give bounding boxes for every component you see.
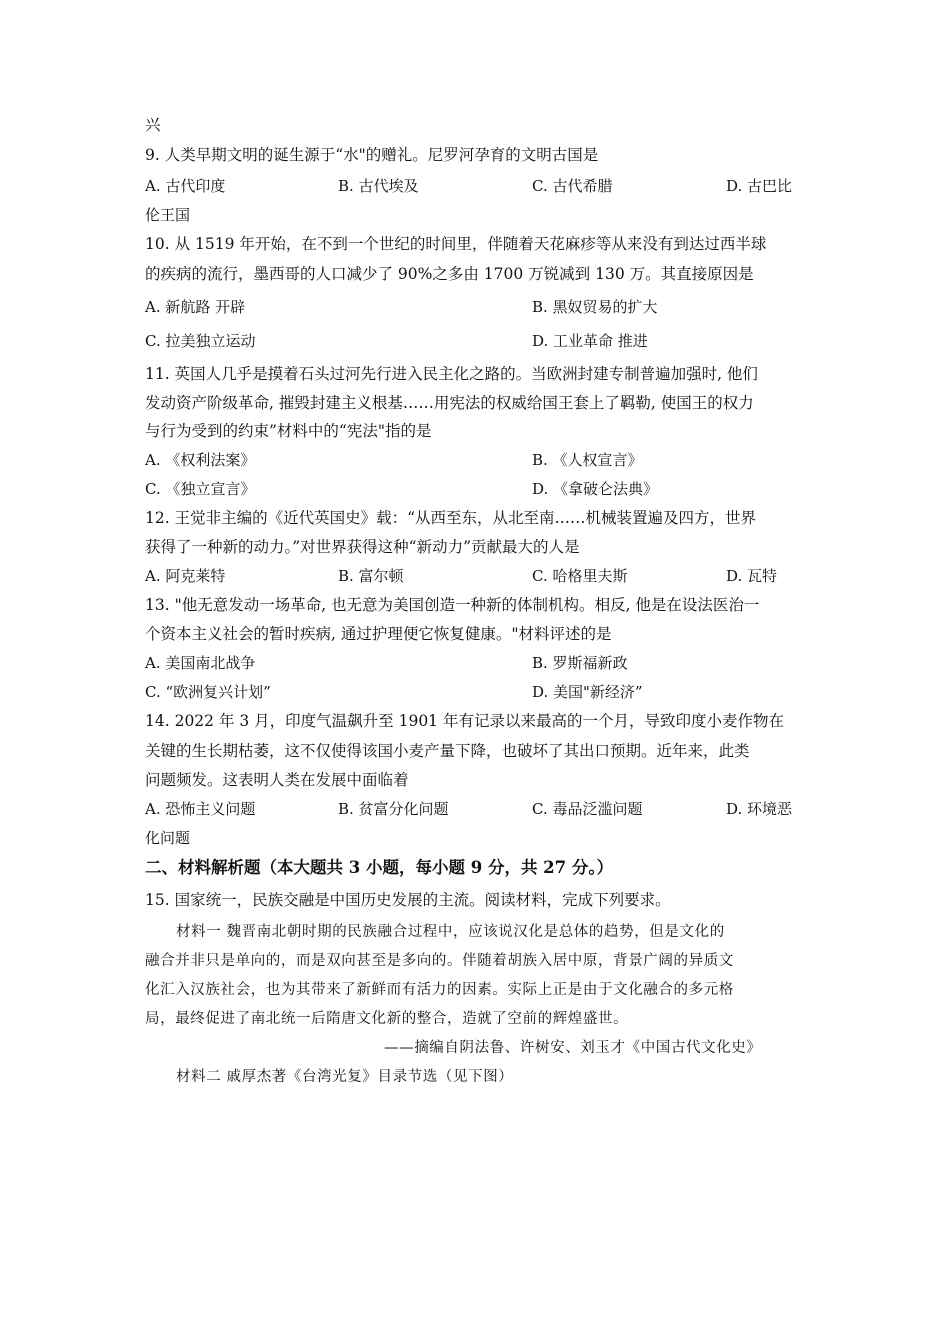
question-11-option-d[interactable]: D. 《拿破仑法典》 <box>532 480 659 498</box>
question-13-option-b[interactable]: B. 罗斯福新政 <box>532 654 628 672</box>
question-10-stem-line-2: 的疾病的流行，墨西哥的人口减少了 90%之多由 1700 万锐减到 130 万。其直接原因是 <box>145 265 754 283</box>
question-11-stem-line-2: 发动资产阶级革命, 摧毁封建主义根基……用宪法的权威给国王套上了羁勒, 使国王的权力 <box>145 394 754 412</box>
material-1-line-2: 融合并非只是单向的，而是双向甚至是多向的。伴随着胡族入居中原，背景广阔的异质文 <box>145 953 734 969</box>
question-12-stem-line-2: 获得了一种新的动力。”对世界获得这种“新动力”贡献最大的人是 <box>145 538 580 556</box>
question-14-option-d[interactable]: D. 环境恶 <box>726 800 793 818</box>
question-13-option-d[interactable]: D. 美国"新经济” <box>532 683 643 701</box>
question-11-option-c[interactable]: C. 《独立宣言》 <box>145 480 256 498</box>
question-11-stem-line-1: 11. 英国人几乎是摸着石头过河先行进入民主化之路的。当欧洲封建专制普遍加强时, 他们 <box>145 365 758 383</box>
question-13-option-c[interactable]: C. “欧洲复兴计划” <box>145 683 271 701</box>
question-12-option-a[interactable]: A. 阿克莱特 <box>145 567 226 585</box>
material-1-line-1: 材料一 魏晋南北朝时期的民族融合过程中，应该说汉化是总体的趋势，但是文化的 <box>176 924 725 940</box>
question-14-option-c[interactable]: C. 毒品泛滥问题 <box>532 800 643 818</box>
question-12-option-c[interactable]: C. 哈格里夫斯 <box>532 567 628 585</box>
question-11-option-a[interactable]: A. 《权利法案》 <box>145 451 256 469</box>
question-11-stem-line-3: 与行为受到的约束”材料中的“宪法"指的是 <box>145 422 432 440</box>
question-14-option-b[interactable]: B. 贫富分化问题 <box>338 800 449 818</box>
question-10-option-a[interactable]: A. 新航路 开辟 <box>145 298 246 316</box>
question-10-option-b[interactable]: B. 黑奴贸易的扩大 <box>532 298 658 316</box>
question-15-stem: 15. 国家统一，民族交融是中国历史发展的主流。阅读材料，完成下列要求。 <box>145 891 671 909</box>
section-2-heading: 二、材料解析题（本大题共 3 小题，每小题 9 分，共 27 分。） <box>145 858 614 877</box>
question-9-option-d-continued: 伦王国 <box>145 206 191 224</box>
question-9-option-d[interactable]: D. 古巴比 <box>726 177 793 195</box>
question-10-option-c[interactable]: C. 拉美独立运动 <box>145 332 256 350</box>
question-10-option-d[interactable]: D. 工业革命 推进 <box>532 332 648 350</box>
question-9-option-a[interactable]: A. 古代印度 <box>145 177 226 195</box>
question-14-option-a[interactable]: A. 恐怖主义问题 <box>145 800 256 818</box>
previous-question-tail: 兴 <box>145 116 161 134</box>
question-10-stem-line-1: 10. 从 1519 年开始，在不到一个世纪的时间里，伴随着天花麻疹等从来没有到达过西半球 <box>145 235 767 253</box>
material-1-line-3: 化汇入汉族社会，也为其带来了新鲜而有活力的因素。实际上正是由于文化融合的多元格 <box>145 982 734 998</box>
question-13-option-a[interactable]: A. 美国南北战争 <box>145 654 256 672</box>
question-9-option-b[interactable]: B. 古代埃及 <box>338 177 419 195</box>
question-12-option-b[interactable]: B. 富尔顿 <box>338 567 404 585</box>
question-14-option-d-continued: 化问题 <box>145 829 191 847</box>
question-14-stem-line-1: 14. 2022 年 3 月，印度气温飙升至 1901 年有记录以来最高的一个月，导致印度小麦作物在 <box>145 712 784 730</box>
material-2-caption: 材料二 戚厚杰著《台湾光复》目录节选（见下图） <box>176 1069 514 1085</box>
question-12-option-d[interactable]: D. 瓦特 <box>726 567 778 585</box>
question-9-option-c[interactable]: C. 古代希腊 <box>532 177 613 195</box>
question-12-stem-line-1: 12. 王觉非主编的《近代英国史》载：“从西至东，从北至南……机械装置遍及四方，世界 <box>145 509 757 527</box>
question-14-stem-line-3: 问题频发。这表明人类在发展中面临着 <box>145 771 409 789</box>
question-11-option-b[interactable]: B. 《人权宣言》 <box>532 451 643 469</box>
question-9-stem: 9. 人类早期文明的诞生源于“水"的赠礼。尼罗河孕育的文明古国是 <box>145 146 599 164</box>
question-14-stem-line-2: 关键的生长期枯萎，这不仅使得该国小麦产量下降，也破坏了其出口预期。近年来，此类 <box>145 742 750 760</box>
material-1-source: ——摘编自阴法鲁、许树安、刘玉才《中国古代文化史》 <box>384 1040 762 1056</box>
question-13-stem-line-1: 13. "他无意发动一场革命, 也无意为美国创造一种新的体制机构。相反, 他是在设法医治一 <box>145 596 760 614</box>
material-1-line-4: 局，最终促进了南北统一后隋唐文化新的整合，造就了空前的辉煌盛世。 <box>145 1011 629 1027</box>
question-13-stem-line-2: 个资本主义社会的暂时疾病, 通过护理便它恢复健康。"材料评述的是 <box>145 625 612 643</box>
